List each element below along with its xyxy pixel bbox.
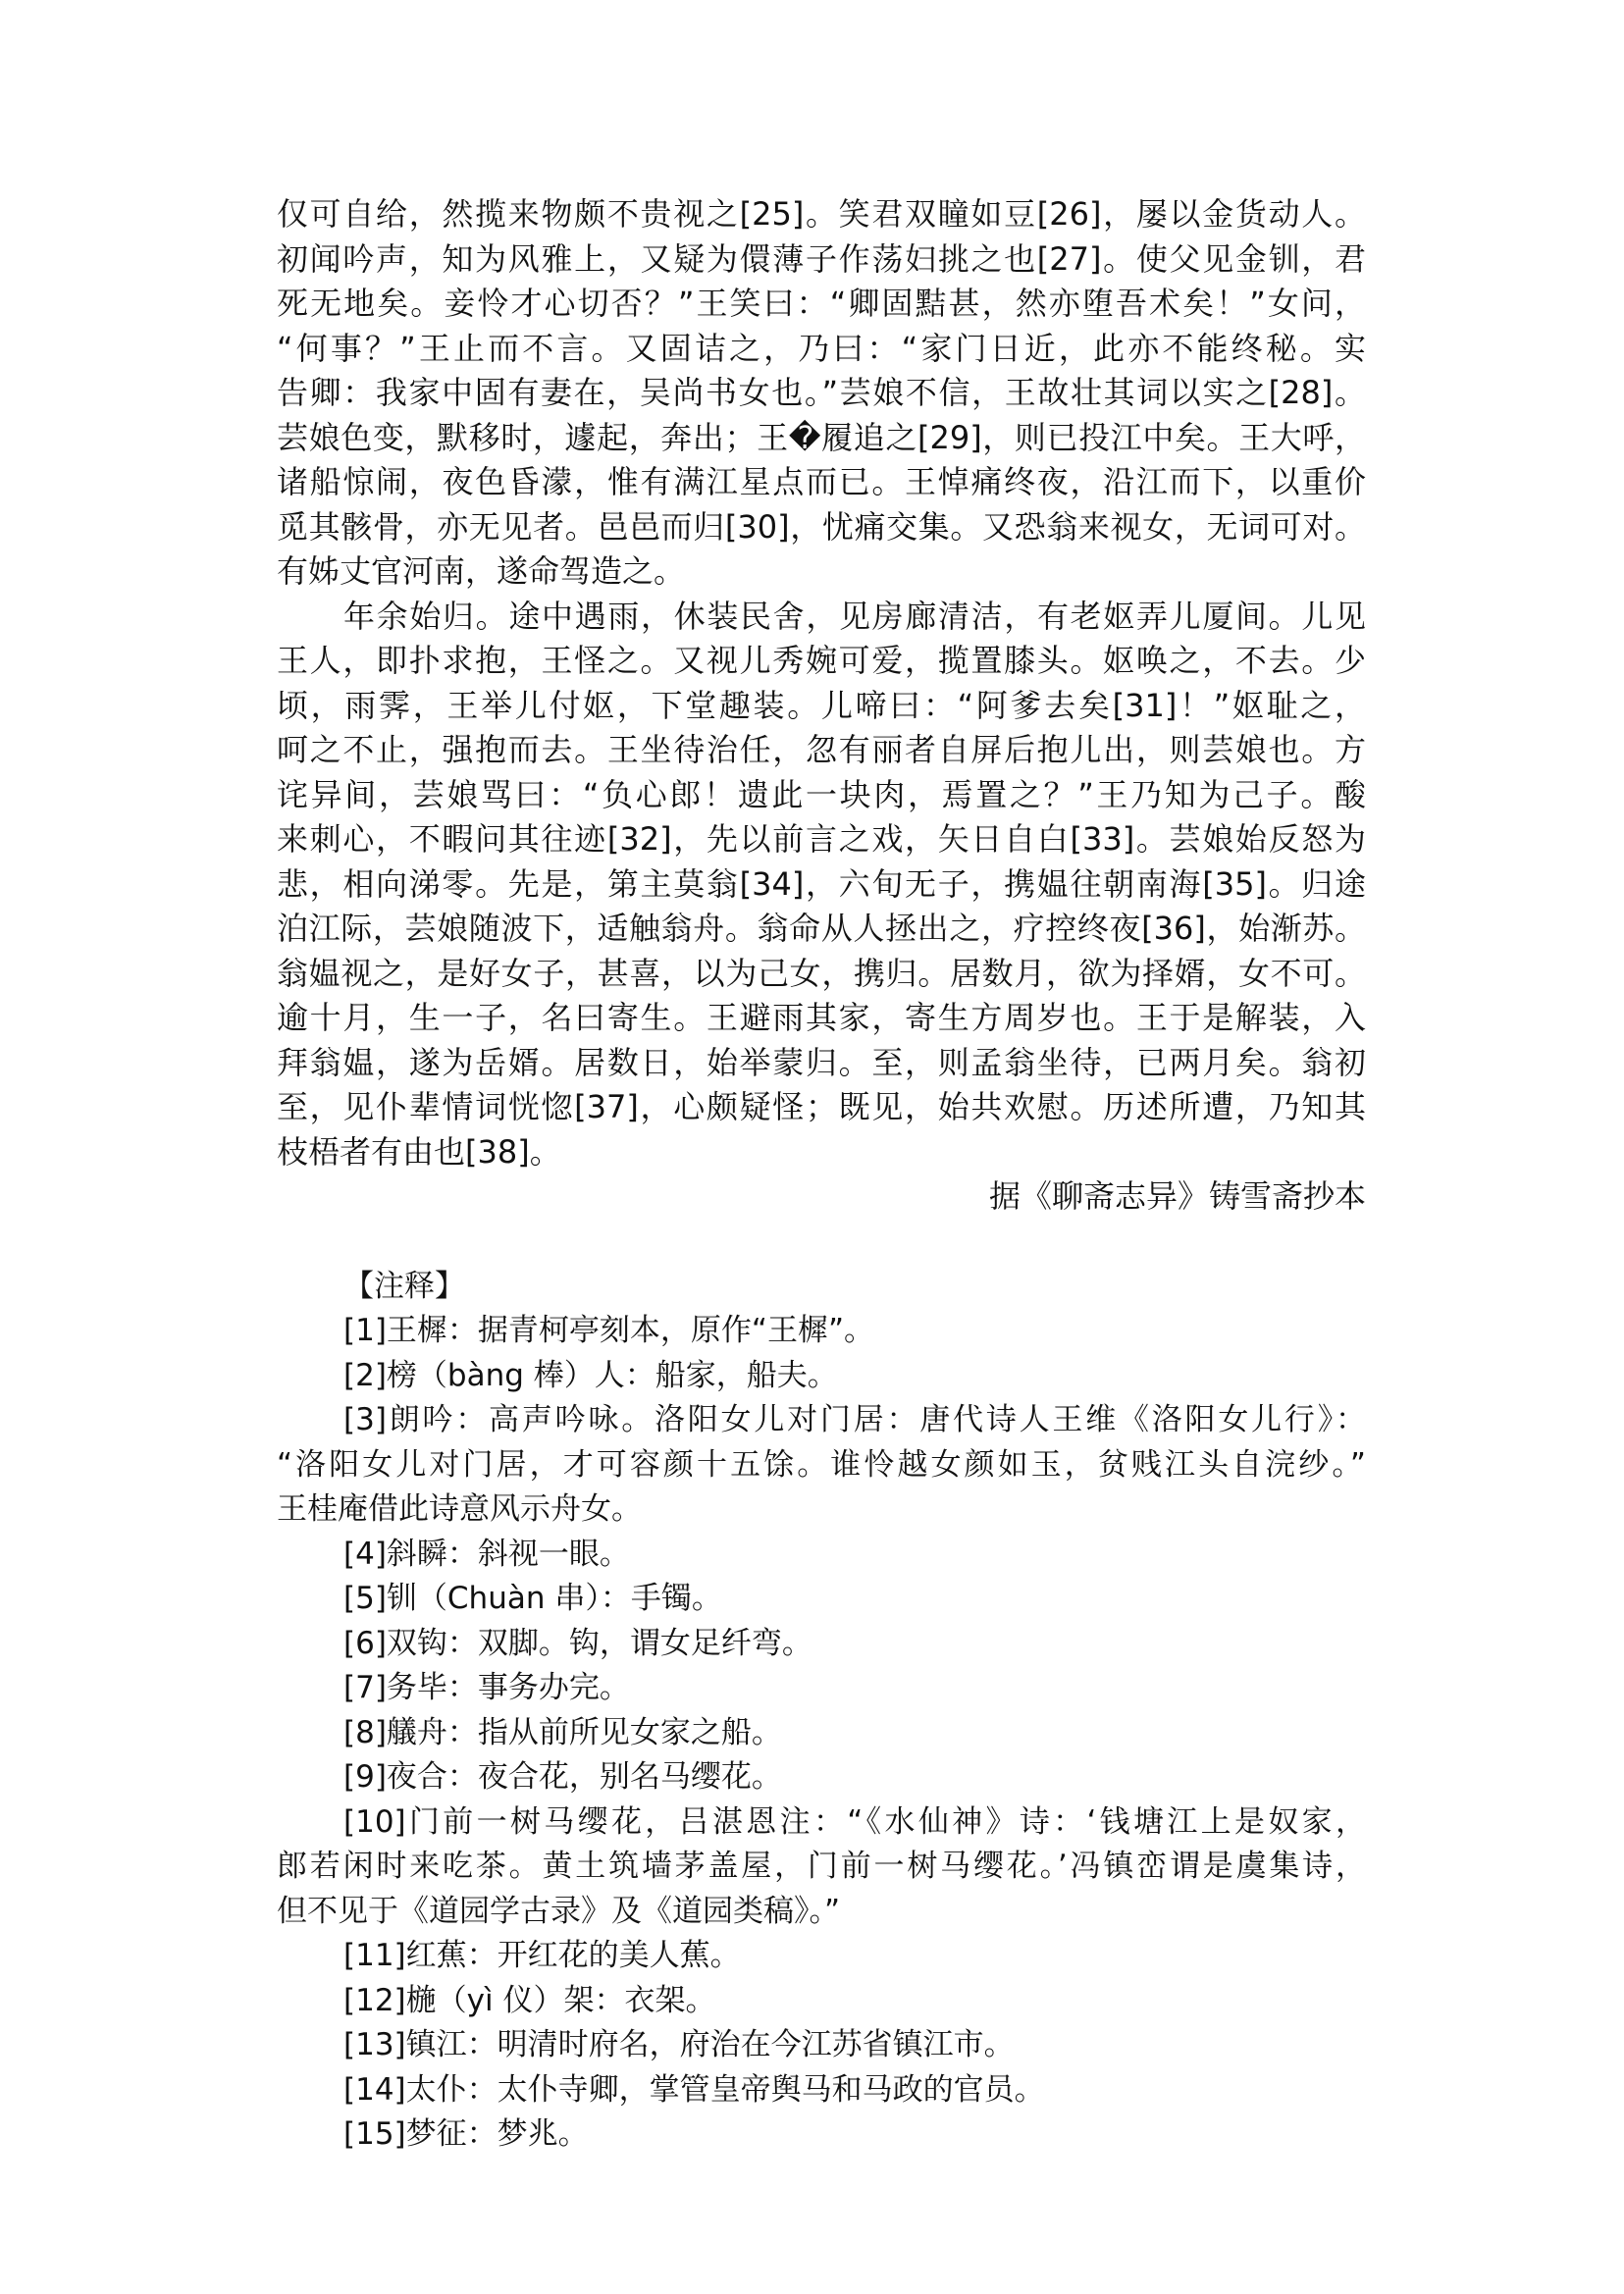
notes-heading: 【注释】 [343, 1268, 465, 1304]
text-line: 年余始归。途中遇雨，休装民舍，见房廊清洁，有老妪弄儿厦间。儿见 [343, 597, 1366, 635]
text-line: 死无地矣。妾怜才心切否？”王笑曰：“卿固黠甚，然亦堕吾术矣！”女问， [277, 285, 1366, 322]
text-line: 芸娘色变，默移时，遽起，奔出；王�履追之[29]，则已投江中矣。王大呼， [277, 418, 1366, 456]
note-line: [13]镇江：明清时府名，府治在今江苏省镇江市。 [343, 2027, 1015, 2062]
note-line: [3]朗吟：高声吟咏。洛阳女儿对门居：唐代诗人王维《洛阳女儿行》： [343, 1402, 1366, 1437]
text-line: 来刺心，不暇问其往迹[32]，先以前言之戏，矢日自白[33]。芸娘始反怒为 [277, 820, 1366, 858]
text-line: 有姊丈官河南，遂命驾造之。 [277, 552, 686, 590]
text-line: 初闻吟声，知为风雅上，又疑为儇薄子作荡妇挑之也[27]。使父见金钏，君 [277, 239, 1366, 278]
text-line: 觅其骸骨，亦无见者。邑邑而归[30]，忧痛交集。又恐翁来视女，无词可对。 [277, 507, 1366, 546]
note-line: 王桂庵借此诗意风示舟女。 [277, 1491, 642, 1527]
text-line: 悲，相向涕零。先是，第主莫翁[34]，六旬无子，携媪往朝南海[35]。归途 [277, 864, 1366, 903]
note-line: [7]务毕：事务办完。 [343, 1670, 630, 1705]
text-line: 诧异间，芸娘骂曰：“负心郎！遗此一块肉，焉置之？”王乃知为己子。酸 [277, 775, 1366, 813]
note-line: [10]门前一树马缨花，吕湛恩注：“《水仙神》诗：‘钱塘江上是奴家， [343, 1803, 1366, 1840]
source-citation: 据《聊斋志异》铸雪斋抄本 [988, 1177, 1366, 1215]
text-line: 逾十月，生一子，名曰寄生。王避雨其家，寄生方周岁也。王于是解装，入 [277, 999, 1366, 1036]
note-line: [15]梦征：梦兆。 [343, 2116, 589, 2152]
text-line: 仅可自给，然揽来物颇不贵视之[25]。笑君双瞳如豆[26]，屡以金货动人。 [277, 195, 1366, 233]
text-line: 呵之不止，强抱而去。王坐待治任，忽有丽者自屏后抱儿出，则芸娘也。方 [277, 731, 1366, 768]
note-line: [14]太仆：太仆寺卿，掌管皇帝舆马和马政的官员。 [343, 2071, 1045, 2108]
text-line: 翁媪视之，是好女子，甚喜，以为己女，携归。居数月，欲为择婿，女不可。 [277, 954, 1366, 992]
note-line: [11]红蕉：开红花的美人蕉。 [343, 1938, 741, 1973]
note-line: [8]艤舟：指从前所见女家之船。 [343, 1714, 782, 1750]
note-line: [1]王樨：据青柯亭刻本，原作“王樨”。 [343, 1313, 875, 1348]
text-line: 告卿：我家中固有妻在，吴尚书女也。”芸娘不信，王故壮其词以实之[28]。 [277, 374, 1366, 411]
text-line: “何事？”王止而不言。又固诘之，乃曰：“家门日近，此亦不能终秘。实 [277, 329, 1366, 367]
note-line: [2]榜（bàng 棒）人：船家，船夫。 [343, 1357, 838, 1393]
note-line: “洛阳女儿对门居，才可容颜十五馀。谁怜越女颜如玉，贫贱江头自浣纱。” [277, 1446, 1366, 1483]
note-line: 但不见于《道园学古录》及《道园类稿》。” [277, 1893, 841, 1929]
text-line: 至，见仆辈情词恍惚[37]，心颇疑怪；既见，始共欢慰。历述所遭，乃知其 [277, 1088, 1366, 1125]
document-page [277, 192, 1366, 2158]
note-line: [6]双钩：双脚。钩，谓女足纤弯。 [343, 1625, 812, 1661]
text-line: 诸船惊闹，夜色昏濛，惟有满江星点而已。王悼痛终夜，沿江而下，以重价 [277, 463, 1366, 500]
story-paragraph-1 [277, 192, 1366, 595]
note-line: [12]椸（yì 仪）架：衣架。 [343, 1982, 716, 2018]
note-line: [9]夜合：夜合花，别名马缨花。 [343, 1759, 782, 1795]
note-line: 郎若闲时来吃茶。黄土筑墙茅盖屋，门前一树马缨花。’冯镇峦谓是虞集诗， [277, 1849, 1366, 1884]
note-line: [5]钏（Chuàn 串）：手镯。 [343, 1581, 722, 1616]
text-line: 拜翁媪，遂为岳婿。居数日，始举蒙归。至，则孟翁坐待，已两月矣。翁初 [277, 1043, 1366, 1081]
text-line: 枝梧者有由也[38]。 [277, 1132, 561, 1171]
text-line: 王人，即扑求抱，王怪之。又视儿秀婉可爱，揽置膝头。妪唤之，不去。少 [277, 642, 1366, 679]
notes-section [277, 1265, 1366, 2158]
text-line: 泊江际，芸娘随波下，适触翁舟。翁命从人拯出之，疗控终夜[36]，始渐苏。 [277, 910, 1366, 947]
note-line: [4]斜瞬：斜视一眼。 [343, 1536, 630, 1572]
text-line: 顷，雨霁，王举儿付妪，下堂趣装。儿啼曰：“阿爹去矣[31]！”妪耻之， [277, 686, 1366, 724]
story-paragraph-2 [277, 595, 1366, 1175]
